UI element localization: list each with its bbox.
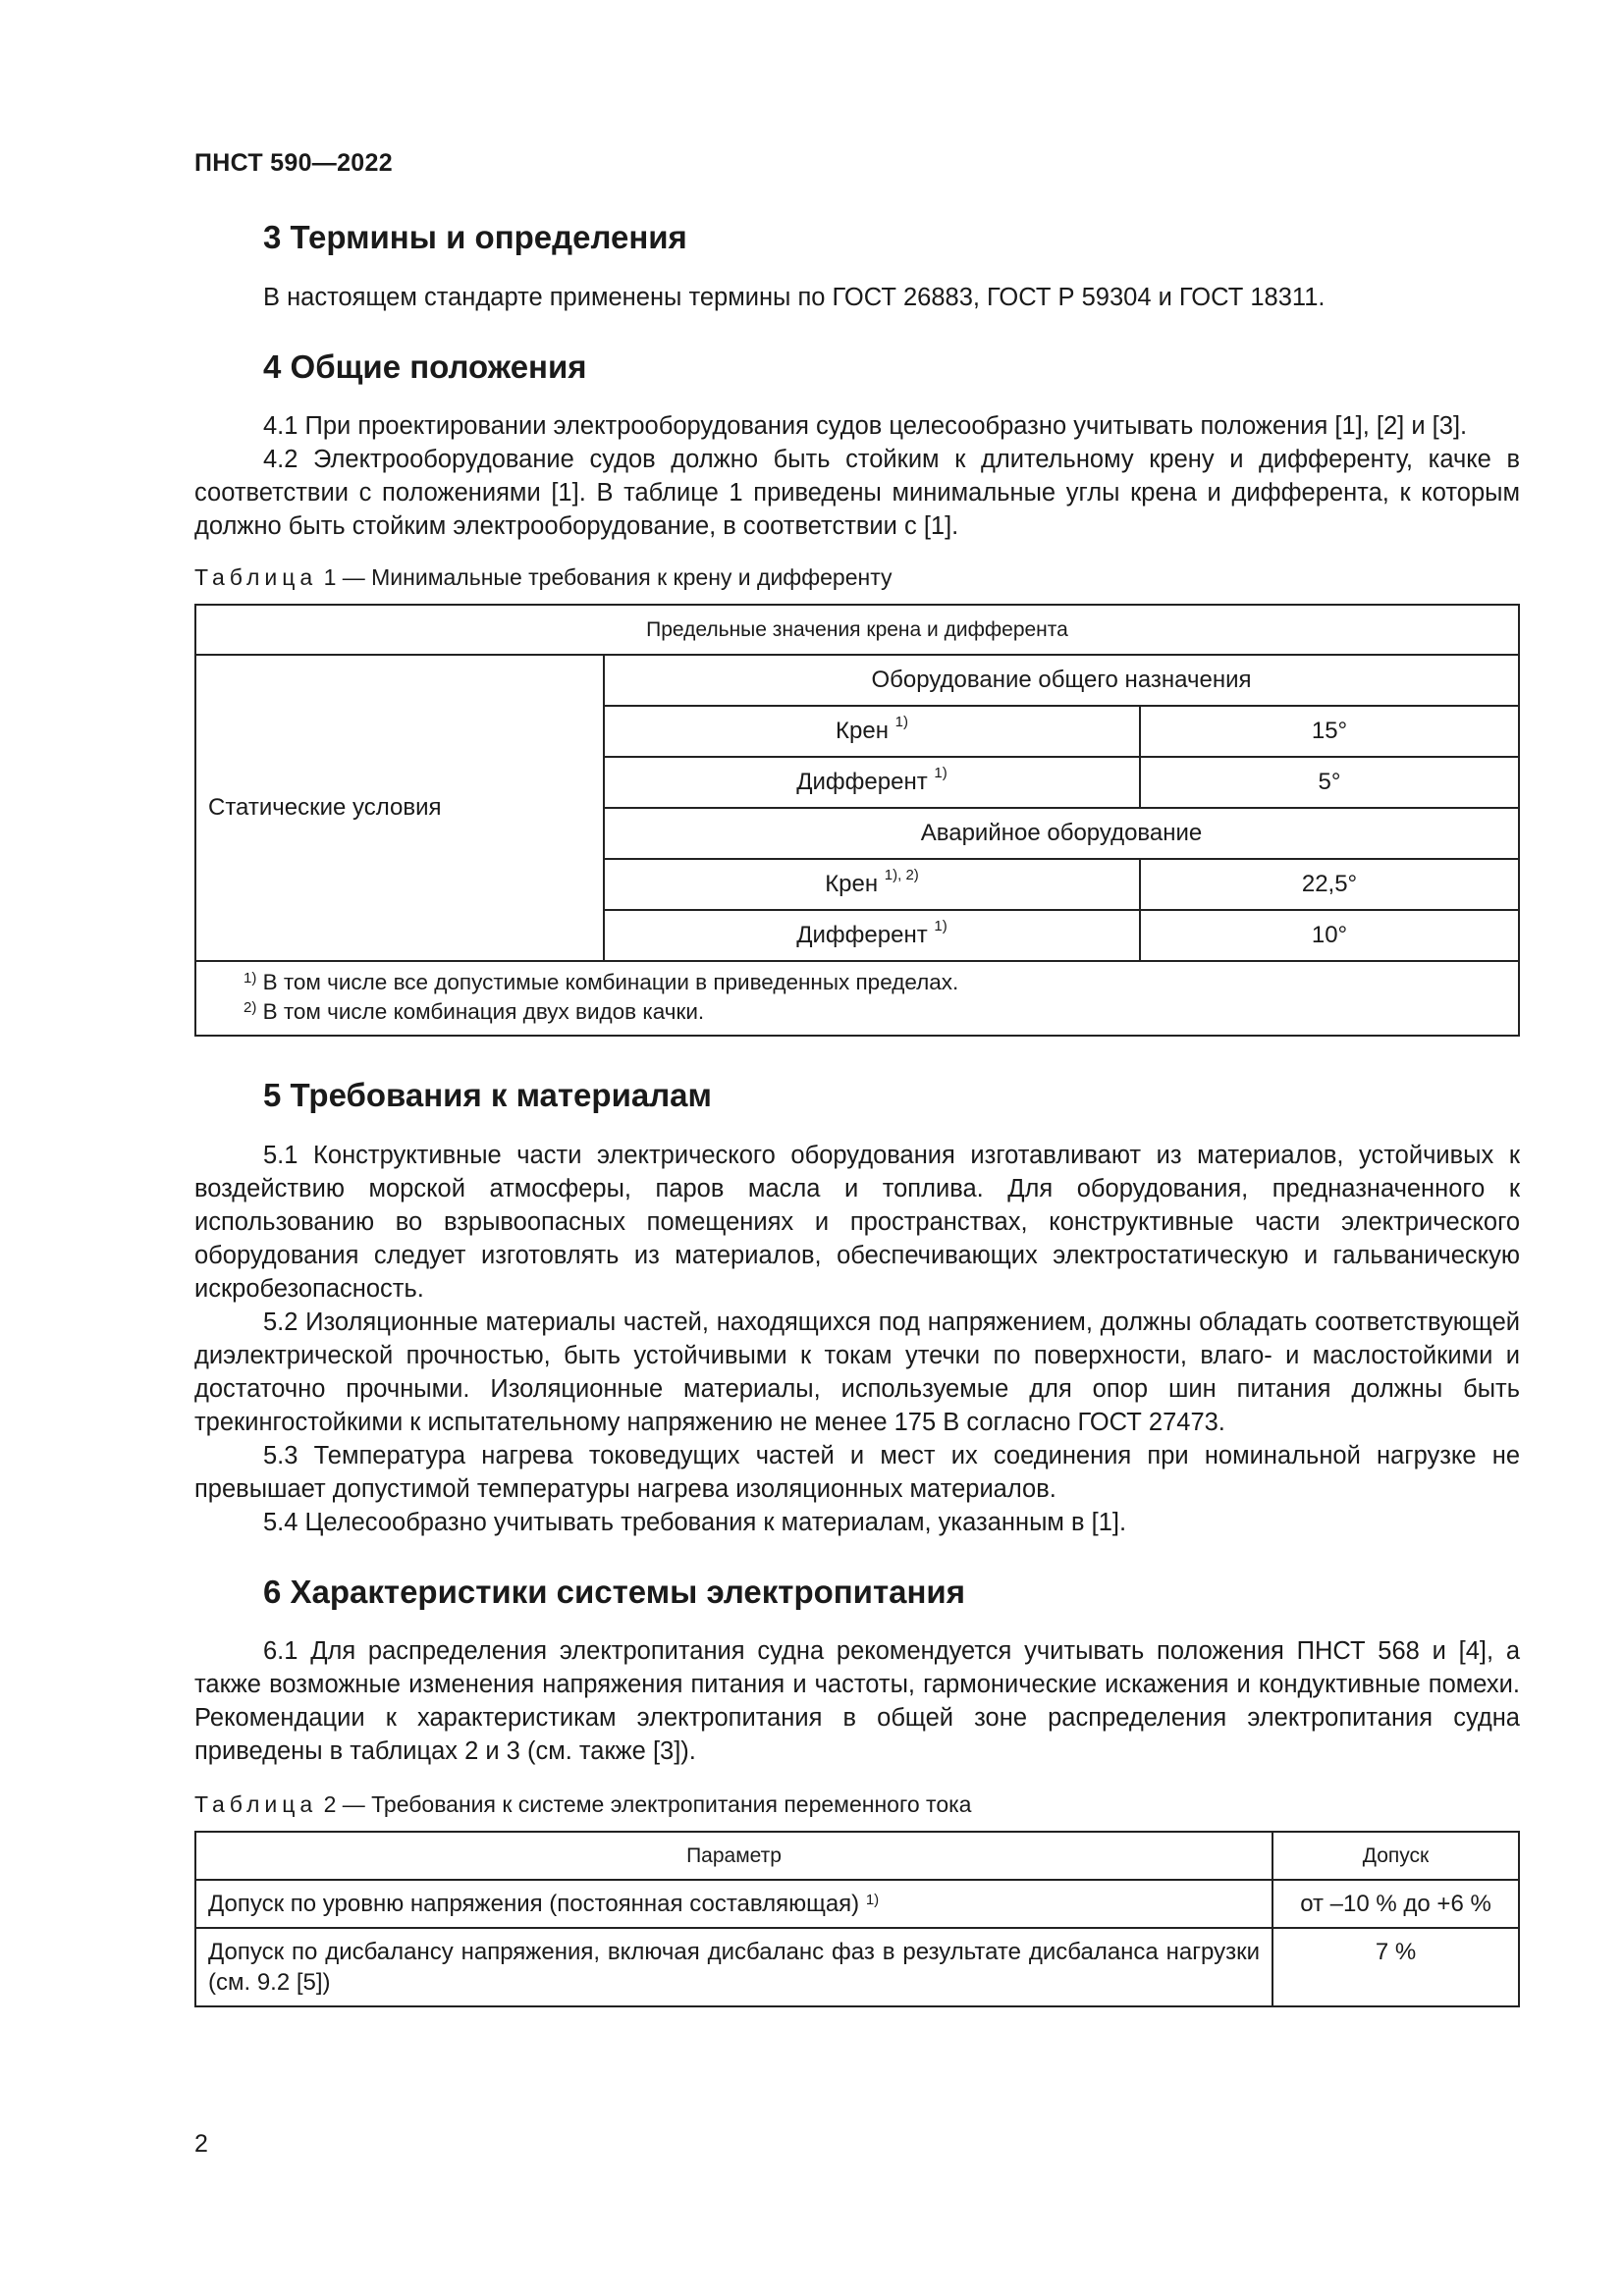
table-1-note-2: $^{2)}$ В том числе комбинация двух видов качки. (244, 999, 705, 1025)
table-1-caption (194, 562, 1520, 592)
paragraph-4-1: 4.1 При проектировании электрооборудования судов целесообразно учитывать положения [1], [2] и [3]. (263, 412, 1468, 441)
table-1-header: Предельные значения крена и дифферента (195, 605, 1519, 655)
table-2-caption-label: Таблица (194, 1791, 318, 1818)
paragraph-5-4: 5.4 Целесообразно учитывать требования к материалам, указанным в [1]. (263, 1508, 1127, 1536)
document-id: ПНСТ 590—2022 (194, 149, 393, 177)
table-2-cell-value: от –10 % до +6 % (1272, 1880, 1519, 1928)
section-4 (194, 347, 1520, 544)
table-1-cell-value: 10° (1140, 910, 1519, 961)
table-1-group-general: Оборудование общего назначения (604, 655, 1519, 706)
table-1 (194, 604, 1520, 1037)
table-2-header-param: Параметр (195, 1832, 1272, 1880)
table-2-caption (194, 1789, 1520, 1819)
paragraph-4-2: 4.2 Электрооборудование судов должно быть стойким к длительному крену и дифференту, качке в соответствии с положениями [1]. В таблице 1 приведены минимальные углы крена и дифферента, к которым должно быть стойким электрооборудование, в соответствии с [1]. (194, 446, 1520, 541)
table-1-cell-name: Крен $^{1)}$ (604, 706, 1140, 757)
table-2-cell-param: Допуск по дисбалансу напряжения, включая дисбаланс фаз в результате дисбаланса нагрузки (см. 9.2 [5]) (195, 1928, 1272, 2006)
table-1-cell-name: Дифферент $^{1)}$ (604, 910, 1140, 961)
table-2-cell-param: Допуск по уровню напряжения (постоянная составляющая) $^{1)}$ (195, 1880, 1272, 1928)
table-1-caption-label: Таблица (194, 564, 318, 591)
section-3-paragraph: В настоящем стандарте применены термины по ГОСТ 26883, ГОСТ Р 59304 и ГОСТ 18311. (263, 283, 1326, 311)
table-1-caption-text: 1 — Минимальные требования к крену и дифференту (317, 564, 893, 591)
section-6 (194, 1573, 1520, 1769)
table-1-cell-value: 15° (1140, 706, 1519, 757)
table-1-notes (195, 961, 1519, 1036)
section-3 (194, 218, 1520, 314)
table-2-cell-value: 7 % (1272, 1928, 1519, 2006)
section-3-title: 3 Термины и определения (263, 219, 687, 255)
table-1-group-emergency: Аварийное оборудование (604, 808, 1519, 859)
table-1-cell-name: Дифферент $^{1)}$ (604, 757, 1140, 808)
table-1-cell-value: 5° (1140, 757, 1519, 808)
paragraph-5-2: 5.2 Изоляционные материалы частей, находящихся под напряжением, должны обладать соответствующей диэлектрической прочностью, быть устойчивыми к токам утечки по поверхности, влаго- и маслостойкими и достаточно прочными. Изоляционные материалы, используемые для опор шин питания должны быть трекингостойкими к испытательному напряжению не менее 175 В согласно ГОСТ 27473. (194, 1308, 1520, 1436)
document-body (194, 218, 1520, 2007)
paragraph-5-1: 5.1 Конструктивные части электрического оборудования изготавливают из материалов, устойчивых к воздействию морской атмосферы, паров масла и топлива. Для оборудования, предназначенного к использованию во взрывоопасных помещениях и пространствах, конструктивные части электрического оборудования следует изготовлять из материалов, обеспечивающих электростатическую и гальваническую искробезопасность. (194, 1141, 1520, 1303)
table-1-note-1: $^{1)}$ В том числе все допустимые комбинации в приведенных пределах. (244, 970, 959, 995)
page-number: 2 (194, 2130, 208, 2158)
section-5 (194, 1076, 1520, 1539)
section-5-title: 5 Требования к материалам (263, 1077, 712, 1114)
paragraph-5-3: 5.3 Температура нагрева токоведущих частей и мест их соединения при номинальной нагрузке не превышает допустимой температуры нагрева изоляционных материалов. (194, 1441, 1520, 1503)
section-6-title: 6 Характеристики системы электропитания (263, 1573, 965, 1610)
table-2-header-tolerance: Допуск (1272, 1832, 1519, 1880)
table-1-cell-value: 22,5° (1140, 859, 1519, 910)
table-1-row-label: Статические условия (195, 655, 604, 961)
paragraph-6-1: 6.1 Для распределения электропитания судна рекомендуется учитывать положения ПНСТ 568 и [4], а также возможные изменения напряжения питания и частоты, гармонические искажения и кондуктивные помехи. Рекомендации к характеристикам электропитания в общей зоне распределения электропитания судна приведены в таблицах 2 и 3 (см. также [3]). (194, 1637, 1520, 1766)
table-2-caption-text: 2 — Требования к системе электропитания переменного тока (317, 1791, 972, 1818)
section-4-title: 4 Общие положения (263, 347, 587, 385)
table-2 (194, 1831, 1520, 2007)
table-1-cell-name: Крен $^{1), 2)}$ (604, 859, 1140, 910)
